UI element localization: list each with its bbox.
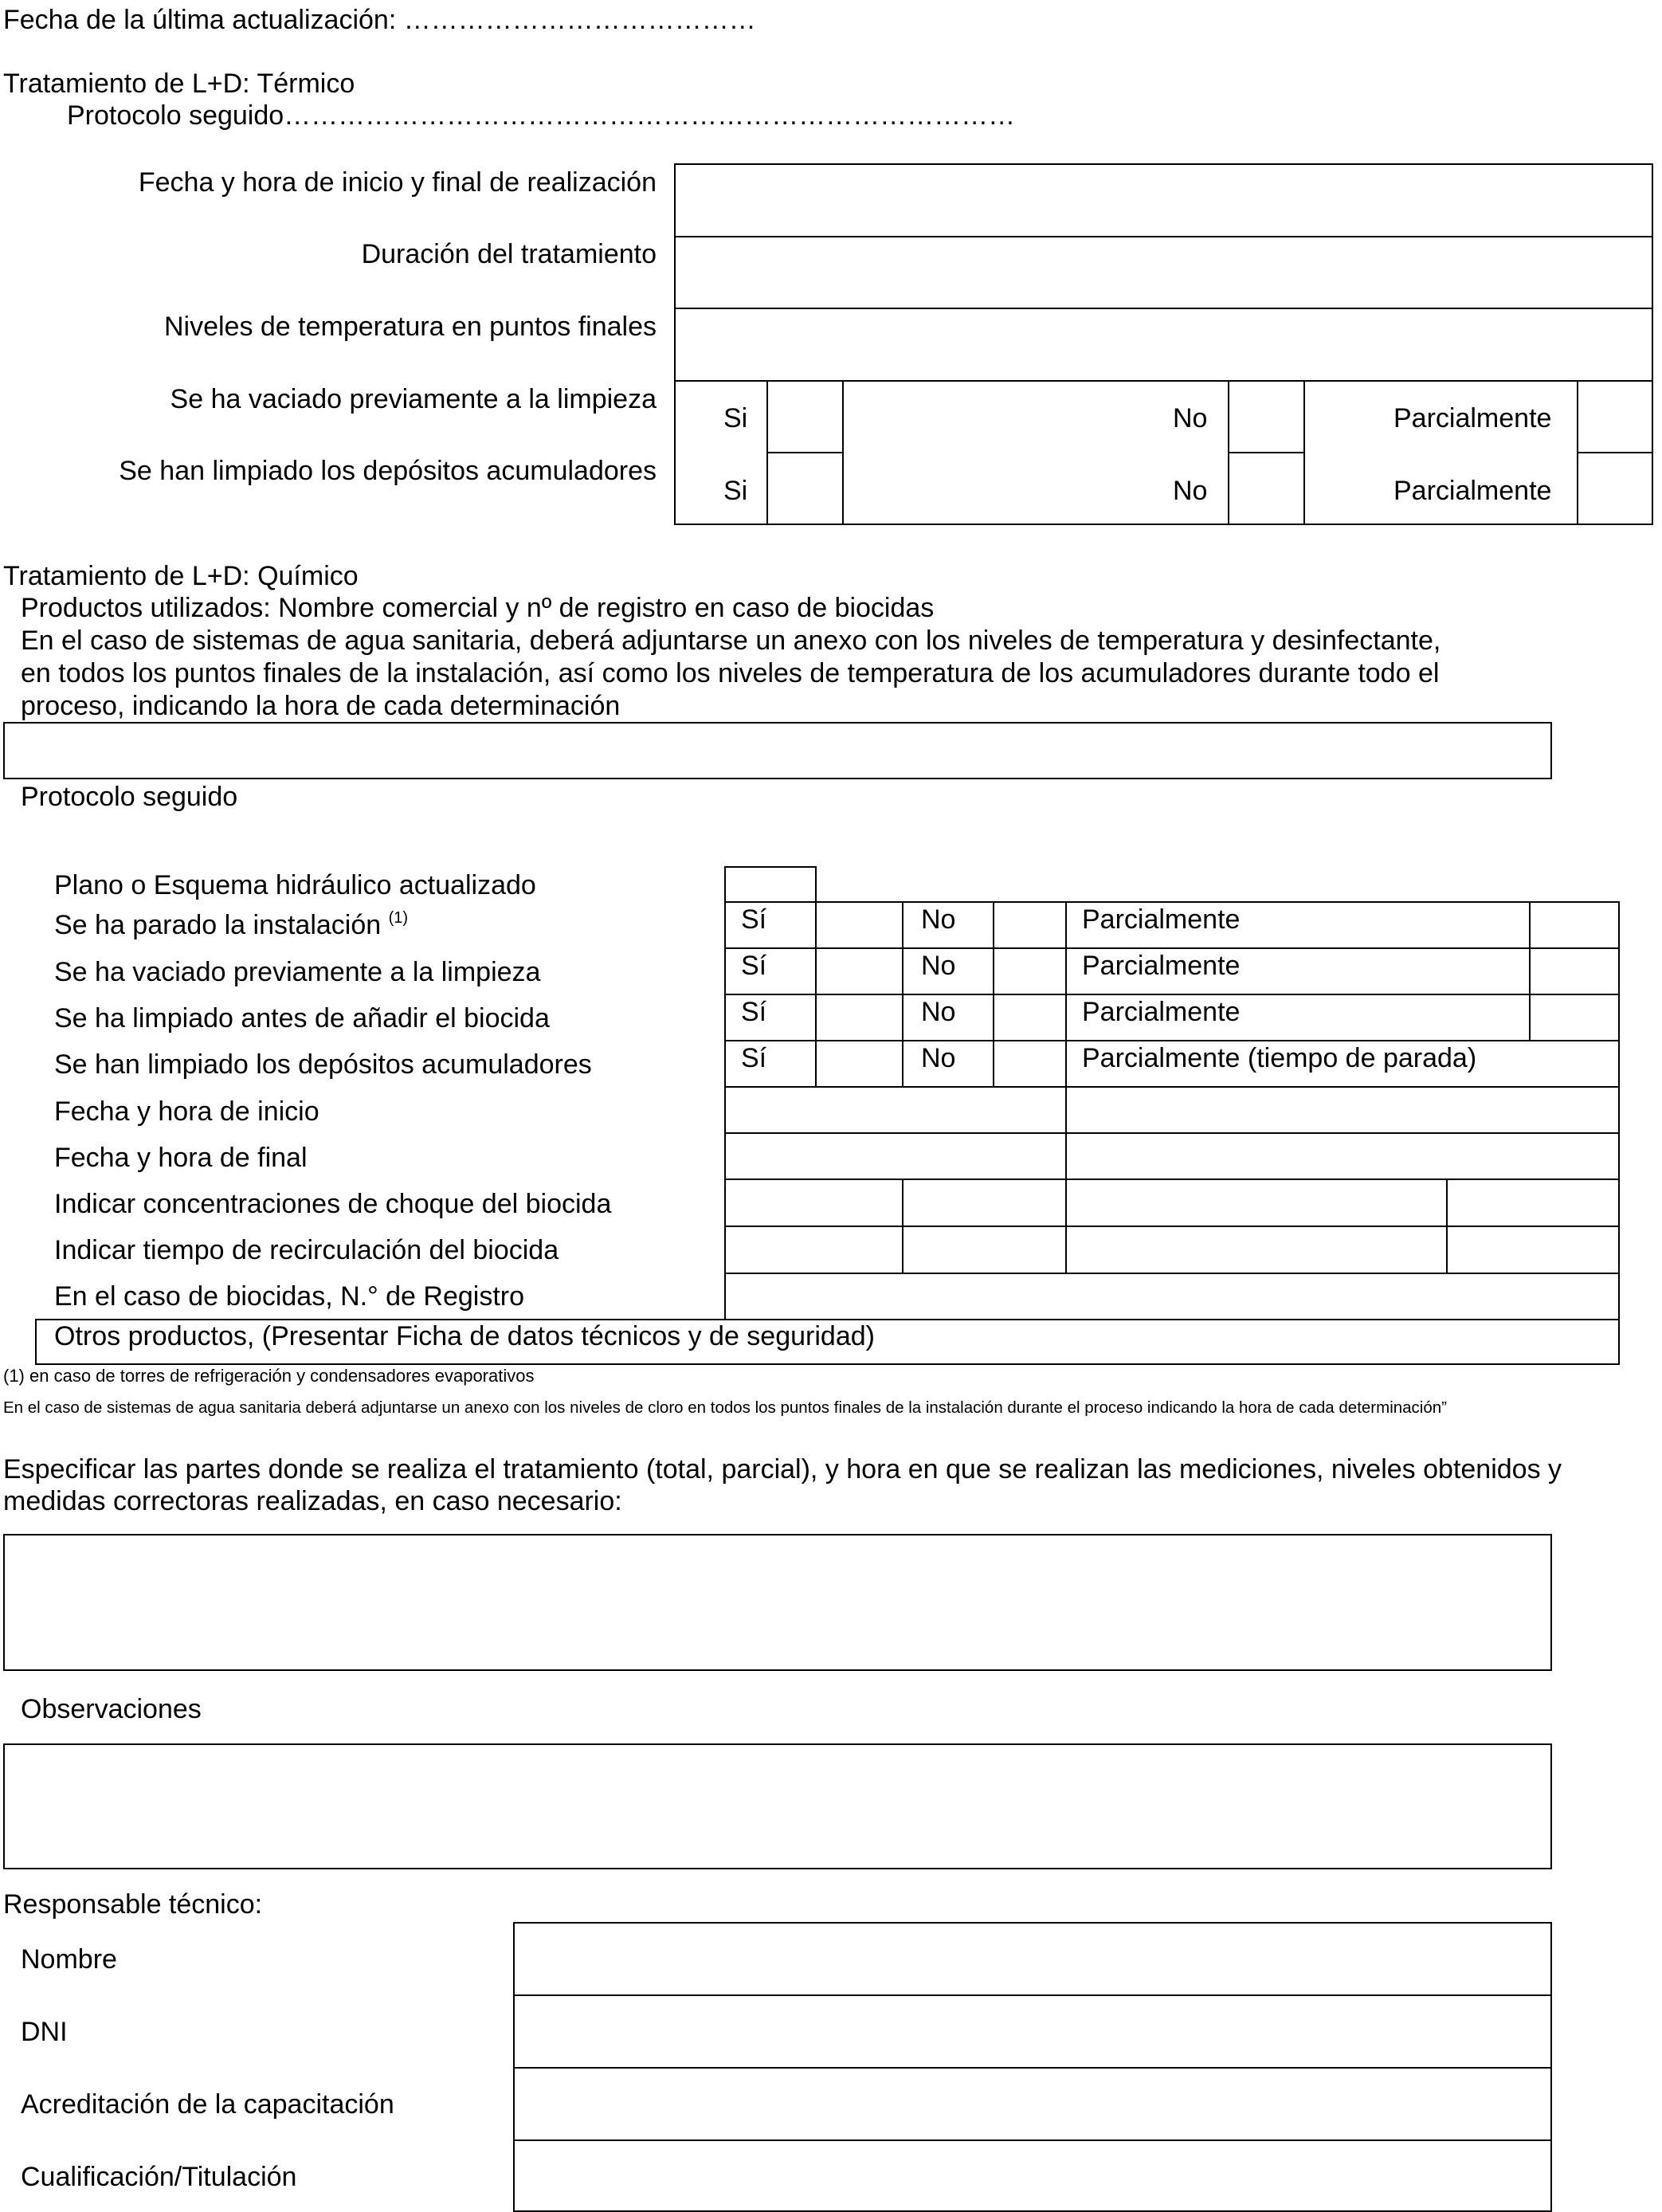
checkbox-tanks-cleaned-yes[interactable] (768, 453, 842, 524)
option-no: No (921, 904, 956, 935)
table-rule (902, 901, 904, 1087)
chemical-row-label: Se ha vaciado previamente a la limpieza (54, 957, 541, 987)
chemical-row-label: Otros productos, (Presentar Ficha de datos técnicos y de seguridad) (54, 1321, 875, 1351)
table-rule (1065, 901, 1067, 1273)
option-no: No (1173, 476, 1208, 506)
table-rule (724, 1226, 1620, 1227)
option-yes: Sí (741, 1043, 767, 1073)
option-no: No (921, 951, 956, 981)
observations-label: Observaciones (21, 1694, 202, 1724)
table-rule (35, 1319, 37, 1365)
option-partial: Parcialmente (1082, 904, 1241, 935)
annex-note: En el caso de sistemas de agua sanitaria deberá adjuntarse un anexo con los niveles de cloro en todos los puntos finales de la instalación durante el proceso indicando la hora de cada determinación” (3, 1398, 1447, 1417)
chemical-row-label: Fecha y hora de inicio (54, 1096, 319, 1127)
products-input-box[interactable] (3, 722, 1552, 779)
chemical-row-label: Se ha parado la instalación $^{(1)}$ (54, 909, 409, 940)
table-rule (1303, 380, 1305, 525)
thermal-row-label: Fecha y hora de inicio y final de realización (138, 167, 657, 198)
footnote-ref: (1) (388, 909, 409, 927)
table-rule (724, 1179, 1620, 1180)
chemical-title: Tratamiento de L+D: Químico (3, 561, 359, 591)
chemical-protocol-label: Protocolo seguido (21, 782, 238, 812)
thermal-row-label: Duración del tratamiento (361, 239, 657, 269)
specify-input-box[interactable] (3, 1534, 1552, 1671)
table-rule (842, 380, 844, 525)
thermal-title: Tratamiento de L+D: Térmico (3, 69, 355, 99)
accreditation-field[interactable] (515, 2069, 1550, 2139)
checkbox-tanks-cleaned-no[interactable] (1229, 453, 1303, 524)
footnote: (1) en caso de torres de refrigeración y condensadores evaporativos (3, 1366, 535, 1386)
table-rule (1618, 901, 1620, 1365)
dni-field[interactable] (515, 1996, 1550, 2066)
table-rule (35, 1319, 1620, 1320)
option-yes: Sí (741, 997, 767, 1027)
checkbox-tanks-cleaned-partial[interactable] (1578, 453, 1652, 524)
option-partial: Parcialmente (1082, 997, 1241, 1027)
table-rule (993, 901, 994, 1087)
start-end-datetime-field[interactable] (676, 165, 1652, 235)
option-yes: Sí (741, 904, 767, 935)
table-rule (724, 947, 1620, 949)
technician-field-label: Cualificación/Titulación (21, 2162, 297, 2192)
chemical-row-label: En el caso de biocidas, N.° de Registro (54, 1281, 525, 1312)
products-label: Productos utilizados: Nombre comercial y nº de registro en caso de biocidas (21, 593, 935, 623)
checkbox-empty-drained-no[interactable] (1229, 382, 1303, 452)
table-rule (1529, 901, 1531, 1041)
checkbox-empty-drained-yes[interactable] (768, 382, 842, 452)
option-partial: Parcialmente (1393, 403, 1552, 433)
option-partial: Parcialmente (1393, 476, 1552, 506)
chemical-note-line: en todos los puntos finales de la instalación, así como los niveles de temperatura de los acumuladores durante todo el (21, 658, 1440, 688)
option-partial: Parcialmente (1082, 951, 1241, 981)
last-update-label: Fecha de la última actualización: ………………………………… (3, 5, 756, 35)
chemical-note-line: En el caso de sistemas de agua sanitaria, deberá adjuntarse un anexo con los niveles de temperatura y desinfectante, (21, 626, 1441, 656)
option-no: No (921, 997, 956, 1027)
option-no: No (1173, 403, 1208, 433)
thermal-row-label: Se ha vaciado previamente a la limpieza (170, 384, 657, 414)
technician-field-label: Nombre (21, 1944, 117, 1975)
option-partial-stop: Parcialmente (tiempo de parada) (1082, 1043, 1477, 1073)
chemical-note-line: proceso, indicando la hora de cada determinación (21, 691, 621, 721)
table-rule (724, 1040, 1620, 1041)
specify-line: Especificar las partes donde se realiza el tratamiento (total, parcial), y hora en que se realizan las mediciones, niveles obtenidos y (3, 1454, 1562, 1484)
temperature-levels-field[interactable] (676, 309, 1652, 379)
technician-title: Responsable técnico: (3, 1889, 263, 1920)
technician-field-label: DNI (21, 2017, 68, 2047)
table-rule (724, 901, 1620, 903)
chemical-row-label: Indicar tiempo de recirculación del biocida (54, 1235, 559, 1265)
chemical-row-label: Fecha y hora de final (54, 1143, 308, 1173)
thermal-row-label: Se han limpiado los depósitos acumuladores (119, 456, 657, 486)
table-rule (724, 1273, 1620, 1274)
thermal-row-label: Niveles de temperatura en puntos finales (163, 312, 657, 342)
technician-field-label: Acreditación de la capacitación (21, 2089, 394, 2120)
table-rule (35, 1363, 1620, 1365)
table-rule (724, 866, 817, 868)
table-rule (815, 866, 817, 1087)
duration-field[interactable] (676, 237, 1652, 307)
option-yes: Si (723, 403, 748, 433)
table-rule (902, 1179, 904, 1273)
checkbox-empty-drained-partial[interactable] (1578, 382, 1652, 452)
specify-line: medidas correctoras realizadas, en caso necesario: (3, 1486, 622, 1516)
thermal-protocol-label: Protocolo seguido……………………………………………………………………… (67, 100, 1016, 131)
qualification-field[interactable] (515, 2141, 1550, 2211)
option-yes: Si (723, 476, 748, 506)
name-field[interactable] (515, 1924, 1550, 1994)
observations-input-box[interactable] (3, 1743, 1552, 1869)
chemical-row-label: Se han limpiado los depósitos acumuladores (54, 1049, 592, 1080)
option-no: No (921, 1043, 956, 1073)
table-rule (724, 994, 1620, 995)
chemical-row-label: Plano o Esquema hidráulico actualizado (54, 870, 536, 900)
chemical-row-label: Se ha limpiado antes de añadir el biocida (54, 1003, 550, 1033)
table-rule (724, 1132, 1620, 1134)
table-rule (1446, 1179, 1448, 1273)
option-yes: Sí (741, 951, 767, 981)
table-rule (724, 1086, 1620, 1088)
chemical-row-label: Indicar concentraciones de choque del biocida (54, 1189, 612, 1219)
table-rule (724, 866, 726, 1320)
